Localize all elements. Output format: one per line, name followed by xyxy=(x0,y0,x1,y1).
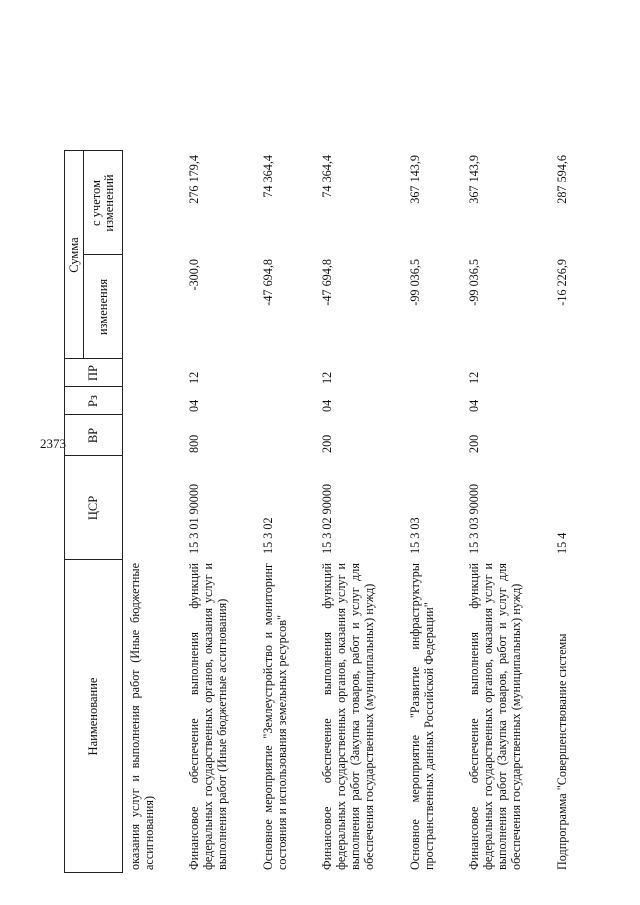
row-6-change-cell: -99 036,5 xyxy=(467,259,482,306)
row-4-rz-cell: 04 xyxy=(320,399,335,412)
row-2-csr-cell: 15 3 01 90000 xyxy=(187,483,202,554)
row-5-rz-cell xyxy=(402,387,461,415)
header-pr: ПР xyxy=(64,359,123,388)
row-4-csr-cell: 15 3 02 90000 xyxy=(320,483,335,554)
row-1-change-cell xyxy=(122,255,181,359)
row-1-rz-cell xyxy=(122,387,181,415)
row-1-pr-cell xyxy=(122,359,181,387)
row-7-change-cell: -16 226,9 xyxy=(554,259,569,306)
header-change: изменения xyxy=(83,255,123,360)
row-3-change-cell: -47 694,8 xyxy=(260,259,275,306)
row-7-csr-cell: 15 4 xyxy=(554,532,569,554)
budget-table xyxy=(64,51,594,873)
row-2-vr-cell: 800 xyxy=(187,434,202,453)
row-2-total-cell: 276 179,4 xyxy=(187,155,202,204)
row-5-pr-cell xyxy=(402,359,461,387)
row-1-csr-cell xyxy=(122,456,181,560)
row-6-name-cell xyxy=(461,560,548,873)
row-7-rz-cell xyxy=(549,387,594,415)
row-6-vr-cell: 200 xyxy=(467,434,482,453)
row-5-name-cell xyxy=(402,560,461,873)
row-5-vr-cell xyxy=(402,415,461,456)
row-5-total-cell: 367 143,9 xyxy=(407,155,422,204)
row-4-name-cell xyxy=(314,560,401,873)
row-7-name: Подпрограмма "Совершенствование системы xyxy=(554,633,569,870)
row-1-name-cell xyxy=(122,560,181,873)
row-6-rz-cell: 04 xyxy=(467,399,482,412)
page-number: 2373 xyxy=(40,436,66,451)
row-7-name-cell xyxy=(549,560,594,873)
row-6-total-cell: 367 143,9 xyxy=(467,155,482,204)
row-3-name: Основное мероприятие "Землеустройство и мониторинг состояния и использования земельных ресурсов" xyxy=(260,563,289,870)
row-5-change-cell: -99 036,5 xyxy=(407,259,422,306)
row-4-pr-cell: 12 xyxy=(320,371,335,384)
header-rz: Рз xyxy=(64,387,123,416)
row-2-change-cell: -300,0 xyxy=(187,259,202,291)
row-2-pr-cell: 12 xyxy=(187,371,202,384)
row-3-csr-cell: 15 3 02 xyxy=(260,517,275,554)
row-4-name: Финансовое обеспечение выполнения функций федеральных государственных органов, оказания услуг и выполнения работ (Закупка товаров, работ и услуг для обеспечения государственных (муниципальных) нужд) xyxy=(320,563,377,870)
header-vr: ВР xyxy=(64,415,123,457)
row-3-rz-cell xyxy=(255,387,314,415)
header-sum: Сумма xyxy=(64,151,84,360)
row-6-csr-cell: 15 3 03 90000 xyxy=(467,483,482,554)
row-4-change-cell: -47 694,8 xyxy=(320,259,335,306)
header-csr: ЦСР xyxy=(64,456,123,561)
row-5-name: Основное мероприятие "Развитие инфраструктуры пространственных данных Российской Федерации" xyxy=(407,563,436,870)
row-6-pr-cell: 12 xyxy=(467,371,482,384)
row-2-name-cell xyxy=(181,560,254,873)
row-1-total-cell xyxy=(122,151,181,255)
row-3-vr-cell xyxy=(255,415,314,456)
row-3-total-cell: 74 364,4 xyxy=(260,155,275,198)
row-7-total-cell: 287 594,6 xyxy=(554,155,569,204)
row-4-total-cell: 74 364,4 xyxy=(320,155,335,198)
header-with-change: с учетом изменений xyxy=(83,151,123,256)
row-7-vr-cell xyxy=(549,415,594,456)
row-2-name: Финансовое обеспечение выполнения функций федеральных государственных органов, оказания услуг и выполнения работ (Иные бюджетные ассигнования) xyxy=(187,563,230,870)
row-7-pr-cell xyxy=(549,359,594,387)
row-2-rz-cell: 04 xyxy=(187,399,202,412)
row-3-name-cell xyxy=(255,560,314,873)
header-name: Наименование xyxy=(64,560,123,874)
row-6-name: Финансовое обеспечение выполнения функций федеральных государственных органов, оказания услуг и выполнения работ (Закупка товаров, работ и услуг для обеспечения государственных (муниципальных) нужд) xyxy=(467,563,524,870)
row-3-pr-cell xyxy=(255,359,314,387)
row-1-name: оказания услуг и выполнения работ (Иные бюджетные ассигнования) xyxy=(128,563,156,870)
row-1-vr-cell xyxy=(122,415,181,456)
row-4-vr-cell: 200 xyxy=(320,434,335,453)
row-5-csr-cell: 15 3 03 xyxy=(407,517,422,554)
